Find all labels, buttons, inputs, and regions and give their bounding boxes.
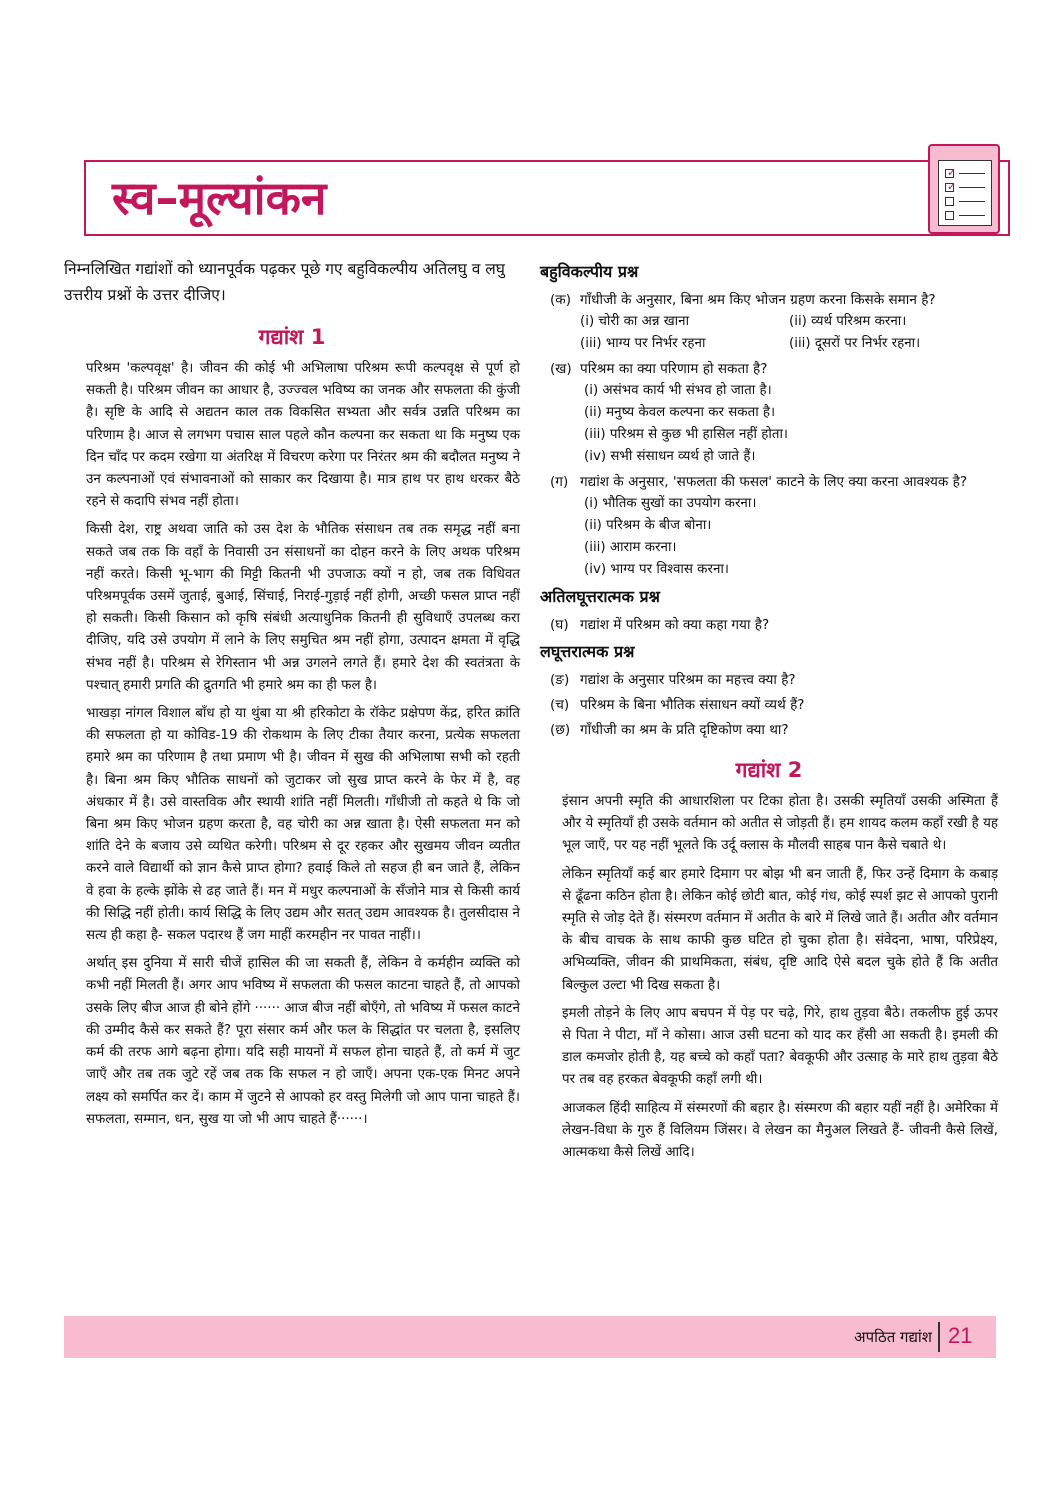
option: (i) चोरी का अन्न खाना — [580, 314, 690, 329]
passage-2-paragraph: लेकिन स्मृतियाँ कई बार हमारे दिमाग पर बोझ भी बन जाती हैं, फिर उन्हें दिमाग के कबाड़ से ढूँढना कठिन होता है। लेकिन कोई छोटी बात, कोई गंध, कोई स्पर्श झट से आपको पुरानी स्मृति से जोड़ देते हैं। संस्मरण वर्तमान में अतीत के बारे में लिखे जाते हैं। अतीत और वर्तमान के बीच वाचक के साथ काफी कुछ घटित हो चुका होता है। संवेदना, भाषा, परिप्रेक्ष्य, अभिव्यक्ति, जीवन की प्राथमिकता, संबंध, दृष्टि आदि ऐसे बदल चुके होते हैं कि अतीत बिल्कुल उल्टा भी दिख सकता है। — [562, 866, 998, 993]
page-number: 21 — [948, 1323, 973, 1348]
checklist-line — [959, 201, 985, 202]
question-label: (च) — [550, 697, 570, 713]
tick-icon: ✓ — [947, 166, 957, 179]
question-label: (ख) — [550, 361, 572, 377]
right-column — [540, 256, 998, 1170]
question-label: (क) — [550, 292, 572, 308]
option: (iii) आराम करना। — [584, 540, 677, 555]
checklist-row — [945, 211, 987, 221]
option: (i) असंभव कार्य भी संभव हो जाता है। — [584, 383, 772, 398]
options — [540, 493, 998, 581]
mcq-heading: बहुविकल्पीय प्रश्न — [540, 262, 639, 281]
checklist-row — [945, 166, 987, 179]
checkbox-icon — [945, 166, 957, 179]
option: (ii) परिश्रम के बीज बोना। — [584, 518, 712, 533]
checklist-line — [959, 215, 985, 216]
checkbox-icon — [945, 211, 954, 220]
question-text: गाँधीजी का श्रम के प्रति दृष्टिकोण क्या था? — [580, 722, 789, 738]
question-text: परिश्रम का क्या परिणाम हो सकता है? — [580, 361, 768, 377]
checkbox-icon — [945, 197, 954, 206]
question-item — [540, 694, 998, 716]
option: (i) भौतिक सुखों का उपयोग करना। — [584, 496, 757, 511]
sa-heading: लघूत्तरात्मक प्रश्न — [540, 642, 635, 661]
question-text: परिश्रम के बिना भौतिक संसाधन क्यों व्यर्थ हैं? — [580, 697, 805, 713]
question-label: (ङ) — [550, 672, 570, 688]
question-text: गद्यांश के अनुसार, 'सफलता की फसल' काटने के लिए क्या करना आवश्यक है? — [580, 474, 968, 490]
checklist-line — [959, 187, 985, 188]
passage-2-paragraph: आजकल हिंदी साहित्य में संस्मरणों की बहार है। संस्मरण की बहार यहीं नहीं है। अमेरिका में लेखन-विधा के गुरु हैं विलियम जिंसर। वे लेखन का मैनुअल लिखते हैं- जीवनी कैसे लिखें, आत्मकथा कैसे लिखें आदि। — [562, 1100, 998, 1161]
option: (ii) व्यर्थ परिश्रम करना। — [789, 314, 907, 329]
left-column — [64, 256, 520, 1137]
question-item — [540, 471, 998, 493]
option: (iv) भाग्य पर विश्वास करना। — [584, 562, 729, 577]
page-title: स्व–मूल्यांकन — [112, 171, 327, 225]
checkbox-icon — [945, 180, 957, 193]
passage-1-paragraph: किसी देश, राष्ट्र अथवा जाति को उस देश के भौतिक संसाधन तब तक समृद्ध नहीं बना सकते जब तक कि वहाँ के निवासी उन संसाधनों का दोहन करने के लिए अथक परिश्रम नहीं करते। किसी भू-भाग की मिट्टी कितनी भी उपजाऊ क्यों न हो, जब तक विधिवत परिश्रमपूर्वक उसमें जुताई, बुआई, सिंचाई, निराई-गुड़ाई नहीं होगी, अच्छी फसल प्राप्त नहीं हो सकती। किसी किसान को कृषि संबंधी अत्याधुनिक कितनी ही सुविधाएँ उपलब्ध करा दीजिए, यदि उसे उपयोग में लाने के लिए समुचित श्रम नहीं होगा, उत्पादन क्षमता में वृद्धि संभव नहीं है। परिश्रम से रेगिस्तान भी अन्न उगलने लगते हैं। हमारे देश की स्वतंत्रता के पश्चात् हमारी प्रगति की द्रुतगति भी हमारे श्रम का ही फल है। — [86, 522, 520, 693]
tick-icon: ✓ — [947, 180, 957, 193]
question-item — [540, 289, 998, 311]
option: (iii) भाग्य पर निर्भर रहना — [580, 336, 706, 351]
footer-divider — [938, 1322, 940, 1352]
option: (iii) दूसरों पर निर्भर रहना। — [789, 336, 921, 351]
option: (iv) सभी संसाधन व्यर्थ हो जाते हैं। — [584, 449, 756, 464]
question-item — [540, 719, 998, 741]
vsa-heading: अतिलघूत्तरात्मक प्रश्न — [540, 587, 660, 606]
question-item — [540, 669, 998, 691]
passage-2-heading: गद्यांश 2 — [735, 758, 803, 782]
passage-1-paragraph: अर्थात् इस दुनिया में सारी चीजें हासिल की जा सकती हैं, लेकिन वे कर्महीन व्यक्ति को कभी नहीं मिलती हैं। अगर आप भविष्य में सफलता की फसल काटना चाहते हैं, तो आपको उसके लिए बीज आज ही बोने होंगे ······ आज बीज नहीं बोएँगे, तो भविष्य में फसल काटने की उम्मीद कैसे कर सकते हैं? पूरा संसार कर्म और फल के सिद्धांत पर चलता है, इसलिए कर्म की तरफ आगे बढ़ना होगा। यदि सही मायनों में सफल होना चाहते हैं, तो कर्म में जुट जाएँ और तब तक जुटे रहें जब तक कि सफल न हो जाएँ। अपना एक-एक मिनट अपने लक्ष्य को समर्पित कर दें। काम में जुटने से आपको हर वस्तु मिलेगी जो आप पाना चाहते हैं। सफलता, सम्मान, धन, सुख या जो भी आप चाहते हैं······। — [86, 956, 520, 1127]
instructions: निम्नलिखित गद्यांशों को ध्यानपूर्वक पढ़कर पूछे गए बहुविकल्पीय अतिलघु व लघु उत्तरीय प्रश्नों के उत्तर दीजिए। — [64, 260, 505, 304]
passage-1-heading: गद्यांश 1 — [258, 325, 326, 349]
passage-2-paragraph: इंसान अपनी स्मृति की आधारशिला पर टिका होता है। उसकी स्मृतियाँ उसकी अस्मिता हैं और ये स्मृतियाँ ही उसके वर्तमान को अतीत से जोड़ती हैं। हम शायद कलम कहाँ रखी है यह भूल जाएँ, पर यह नहीं भूलते कि उर्दू क्लास के मौलवी साहब पान कैसे चबाते थे। — [562, 794, 998, 854]
options — [540, 311, 998, 355]
question-label: (छ) — [550, 722, 571, 738]
question-text: गद्यांश में परिश्रम को क्या कहा गया है? — [580, 617, 770, 633]
checklist-line — [959, 173, 985, 174]
question-label: (घ) — [550, 617, 569, 633]
checklist-paper — [938, 160, 992, 226]
passage-2-paragraph: इमली तोड़ने के लिए आप बचपन में पेड़ पर चढ़े, गिरे, हाथ तुड़वा बैठे। तकलीफ हुई ऊपर से पिता ने पीटा, माँ ने कोसा। आज उसी घटना को याद कर हँसी आ सकती है। इमली की डाल कमजोर होती है, यह बच्चे को कहाँ पता? बेवकूफी और उत्साह के मारे हाथ तुड़वा बैठे पर तब वह हरकत बेवकूफी कहाँ लगी थी। — [562, 1005, 998, 1088]
passage-1-paragraph: भाखड़ा नांगल विशाल बाँध हो या थुंबा या श्री हरिकोटा के रॉकेट प्रक्षेपण केंद्र, हरित क्रांति की सफलता हो या कोविड-19 की रोकथाम के लिए टीका तैयार करना, प्रत्येक सफलता हमारे श्रम का परिणाम है तथा प्रमाण भी है। जीवन में सुख की अभिलाषा सभी को रहती है। बिना श्रम किए भौतिक साधनों को जुटाकर जो सुख प्राप्त करने के फेर में है, वह अंधकार में है। उसे वास्तविक और स्थायी शांति नहीं मिलती। गाँधीजी तो कहते थे कि जो बिना श्रम किए भोजन ग्रहण करता है, वह चोरी का अन्न खाता है। ऐसी सफलता मन को शांति देने के बजाय उसे व्यथित करेगी। परिश्रम से दूर रहकर और सुखमय जीवन व्यतीत करने वाले विद्यार्थी को ज्ञान कैसे प्राप्त होगा? हवाई किले तो सहज ही बन जाते हैं, लेकिन वे हवा के हल्के झोंके से ढह जाते हैं। मन में मधुर कल्पनाओं के सँजोने मात्र से किसी कार्य की सिद्धि नहीं होती। कार्य सिद्धि के लिए उद्यम और सतत् उद्यम आवश्यक है। तुलसीदास ने सत्य ही कहा है- सकल पदारथ हैं जग माहीं करमहीन नर पावत नाहीं।। — [86, 706, 520, 944]
checklist-row — [945, 180, 987, 193]
checklist-row — [945, 197, 987, 207]
option: (iii) परिश्रम से कुछ भी हासिल नहीं होता। — [584, 427, 788, 442]
question-item — [540, 614, 998, 636]
passage-1-paragraph: परिश्रम 'कल्पवृक्ष' है। जीवन की कोई भी अभिलाषा परिश्रम रूपी कल्पवृक्ष से पूर्ण हो सकती है। परिश्रम जीवन का आधार है, उज्ज्वल भविष्य का जनक और सफलता की कुंजी है। सृष्टि के आदि से अद्यतन काल तक विकसित सभ्यता और सर्वत्र उन्नति परिश्रम का परिणाम है। आज से लगभग पचास साल पहले कौन कल्पना कर सकता था कि मनुष्य एक दिन चाँद पर कदम रखेगा या अंतरिक्ष में विचरण करेगा पर निरंतर श्रम की बदौलत मनुष्य ने उन कल्पनाओं एवं संभावनाओं को साकार कर दिखाया है। मात्र हाथ पर हाथ धरकर बैठे रहने से कदापि संभव नहीं होता। — [86, 361, 520, 510]
question-text: गाँधीजी के अनुसार, बिना श्रम किए भोजन ग्रहण करना किसके समान है? — [580, 292, 936, 308]
question-item — [540, 358, 998, 380]
option: (ii) मनुष्य केवल कल्पना कर सकता है। — [584, 405, 776, 420]
options — [540, 380, 998, 468]
checklist-icon — [928, 144, 1000, 234]
question-label: (ग) — [550, 474, 569, 490]
question-text: गद्यांश के अनुसार परिश्रम का महत्त्व क्या है? — [580, 672, 796, 688]
footer-section-label: अपठित गद्यांश — [854, 1328, 932, 1346]
